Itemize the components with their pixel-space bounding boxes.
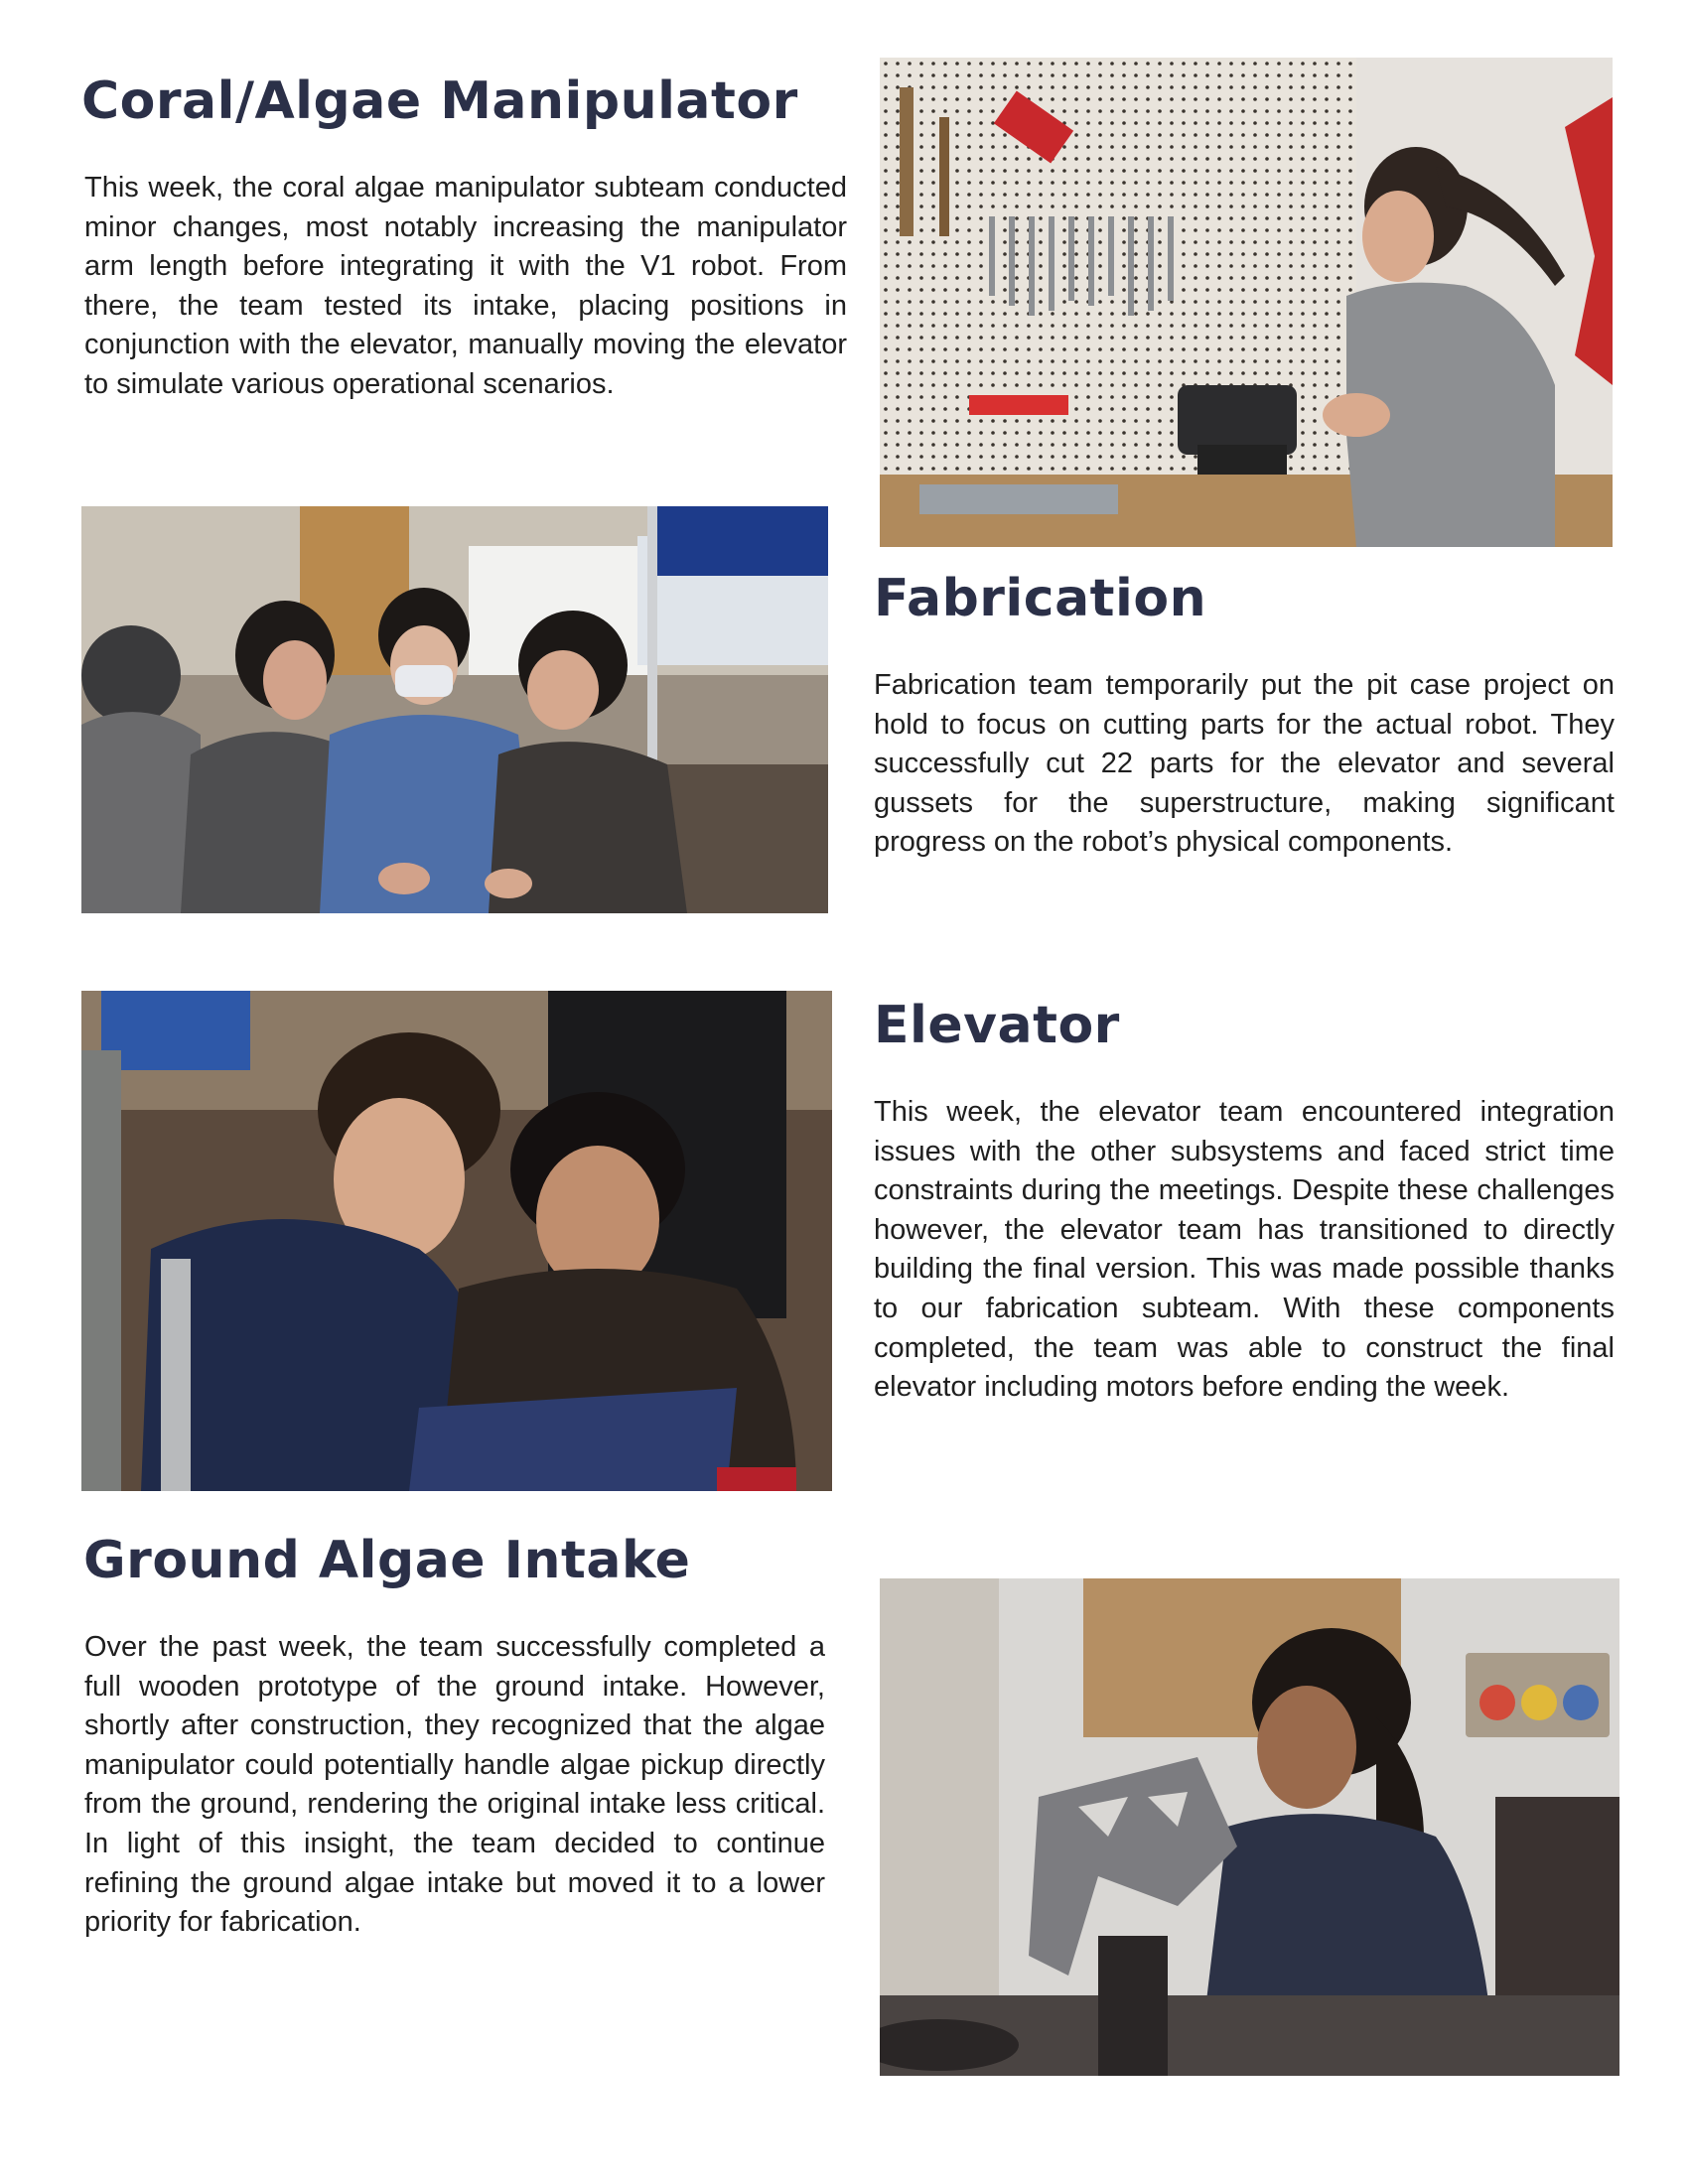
elevator-body: This week, the elevator team encountered integration issues with the other subsystems and faced strict time constraints during the meetings. Despite these challenges however, the elevator team has transitioned to directly building the final version. This was made possible thanks to our fabrication subteam. With these components completed, the team was able to construct the final elevator including motors before ending the week. [874, 1096, 1615, 1404]
student-metal-part-photo [880, 1578, 1619, 2076]
students-group-photo [81, 506, 828, 913]
students-laptop-photo [81, 991, 832, 1491]
ground-algae-intake-body: Over the past week, the team successfully completed a full wooden prototype of the ground intake. However, shortly after construction, they recognized that the algae manipulator could potentially handle algae pickup directly from the ground, rendering the original intake less critical. In light of this insight, the team decided to continue refining the ground algae intake but moved it to a lower priority for fabrication. [84, 1631, 825, 1939]
coral-algae-body: This week, the coral algae manipulator subteam conducted minor changes, most notably increasing the manipulator arm length before integrating it with the V1 robot. From there, the team tested its intake, placing positions in conjunction with the elevator, manually moving the elevator to simulate various operational scenarios. [84, 172, 847, 400]
elevator-heading: Elevator [874, 996, 1120, 1055]
workshop-vise-photo [880, 58, 1613, 547]
coral-algae-heading: Coral/Algae Manipulator [81, 71, 798, 131]
fabrication-body: Fabrication team temporarily put the pit case project on hold to focus on cutting parts for the actual robot. They successfully cut 22 parts for the elevator and several gussets for the superstructure, making significant progress on the robot’s physical components. [874, 669, 1615, 859]
fabrication-heading: Fabrication [874, 569, 1207, 628]
ground-algae-intake-heading: Ground Algae Intake [83, 1531, 691, 1590]
